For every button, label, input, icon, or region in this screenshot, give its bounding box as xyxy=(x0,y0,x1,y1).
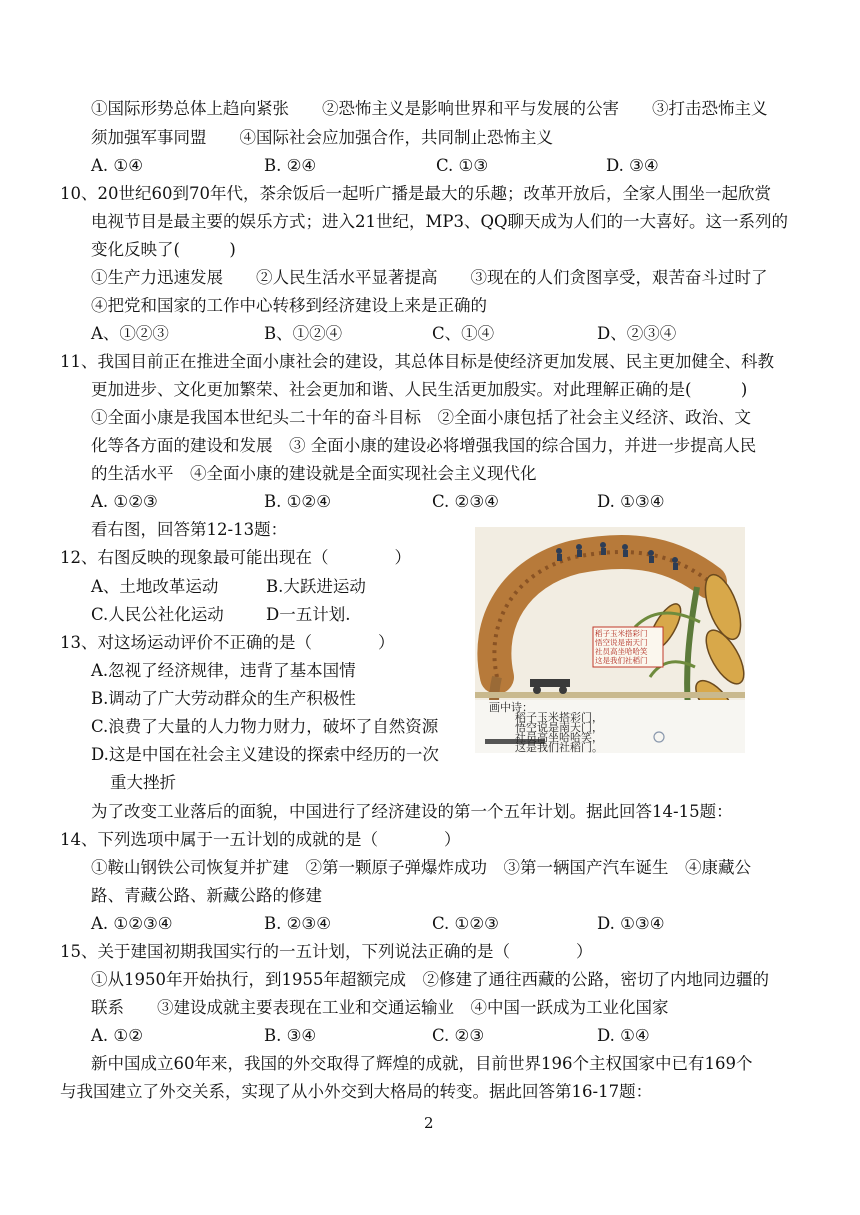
q10-choice-b: B、①②④ xyxy=(264,324,343,343)
q11-choice-c: C. ②③④ xyxy=(432,492,499,511)
q13-stem: 13、对这场运动评价不正确的是（ ） xyxy=(60,633,395,652)
q11-stem-line2: 更加进步、文化更加繁荣、社会更加和谐、人民生活更加殷实。对此理解正确的是( ) xyxy=(91,380,748,399)
q14-stem: 14、下列选项中属于一五计划的成就的是（ ） xyxy=(60,830,461,849)
q12-option-a: A、土地改革运动 xyxy=(91,577,219,596)
q10-choice-c: C、①④ xyxy=(432,324,495,343)
q11-stem-line1: 11、我国目前正在推进全面小康社会的建设，其总体目标是使经济更加发展、民主更加健全、科教 xyxy=(60,352,774,371)
poem-caption-line-3: 社员高坐哈哈笑， xyxy=(515,731,603,744)
q13-option-a: A.忽视了经济规律，违背了基本国情 xyxy=(91,661,356,680)
q11-choice-a: A. ①②③ xyxy=(91,492,158,511)
page-number: 2 xyxy=(424,1114,434,1132)
q12-option-b: B.大跃进运动 xyxy=(266,577,366,596)
intro-16-17-line2: 与我国建立了外交关系，实现了从小外交到大格局的转变。据此回答第16-17题： xyxy=(60,1082,653,1101)
q14-options-line2: 路、青藏公路、新藏公路的修建 xyxy=(91,886,322,905)
intro-12-13: 看右图，回答第12-13题： xyxy=(91,520,288,539)
q14-choice-b: B. ②③④ xyxy=(264,914,331,933)
q11-choice-b: B. ①②④ xyxy=(264,492,331,511)
q9-options-line2: 须加强军事同盟 ④国际社会应加强合作，共同制止恐怖主义 xyxy=(91,128,553,147)
intro-16-17-line1: 新中国成立60年来，我国的外交取得了辉煌的成就，目前世界196个主权国家中已有169个 xyxy=(91,1054,753,1073)
q15-choice-c: C. ②③ xyxy=(432,1026,485,1045)
q13-option-b: B.调动了广大劳动群众的生产积极性 xyxy=(91,689,356,708)
q9-choice-d: D. ③④ xyxy=(606,156,659,175)
poem-caption-line-4: 这是我们社稻门。 xyxy=(515,741,603,754)
poem-caption-line-1: 稻子玉米搭彩门， xyxy=(515,711,603,724)
q14-choice-c: C. ①②③ xyxy=(432,914,499,933)
q15-choice-a: A. ①② xyxy=(91,1026,143,1045)
q10-options-line1: ①生产力迅速发展 ②人民生活水平显著提高 ③现在的人们贪图享受，艰苦奋斗过时了 xyxy=(91,268,768,287)
q11-options-line2: 化等各方面的建设和发展 ③ 全面小康的建设必将增强我国的综合国力，并进一步提高人民 xyxy=(91,436,757,455)
q15-stem: 15、关于建国初期我国实行的一五计划，下列说法正确的是（ ） xyxy=(60,942,593,961)
q13-option-d-line2: 重大挫折 xyxy=(110,773,176,792)
q9-choice-b: B. ②④ xyxy=(264,156,317,175)
q14-choice-a: A. ①②③④ xyxy=(91,914,173,933)
q15-choice-b: B. ③④ xyxy=(264,1026,317,1045)
poem-caption-title: 画中诗： xyxy=(489,701,533,714)
q10-stem-line2: 电视节目是最主要的娱乐方式；进入21世纪，MP3、QQ聊天成为人们的一大喜好。这一系列的 xyxy=(91,212,789,231)
q12-option-d: D一五计划. xyxy=(266,605,351,624)
q14-options-line1: ①鞍山钢铁公司恢复并扩建 ②第一颗原子弹爆炸成功 ③第一辆国产汽车诞生 ④康藏公 xyxy=(91,858,751,877)
q9-choice-c: C. ①③ xyxy=(436,156,489,175)
banner-line-2: 悟空说是南天门 xyxy=(595,638,648,647)
q9-options-line1: ①国际形势总体上趋向紧张 ②恐怖主义是影响世界和平与发展的公害 ③打击恐怖主义 xyxy=(91,99,768,118)
q13-option-c: C.浪费了大量的人力物力财力，破坏了自然资源 xyxy=(91,717,439,736)
q15-options-line1: ①从1950年开始执行，到1955年超额完成 ②修建了通往西藏的公路，密切了内地同边疆的 xyxy=(91,970,769,989)
q14-choice-d: D. ①③④ xyxy=(597,914,665,933)
q10-options-line2: ④把党和国家的工作中心转移到经济建设上来是正确的 xyxy=(91,296,487,315)
banner-line-4: 这是我们社稻门 xyxy=(595,656,648,665)
q10-stem-line1: 10、20世纪60到70年代，茶余饭后一起听广播是最大的乐趣；改革开放后，全家人围坐一起欣赏 xyxy=(60,184,771,203)
q12-stem: 12、右图反映的现象最可能出现在（ ） xyxy=(60,548,411,567)
intro-14-15: 为了改变工业落后的面貌，中国进行了经济建设的第一个五年计划。据此回答14-15题： xyxy=(91,802,733,821)
banner-line-3: 社员高坐哈哈笑 xyxy=(595,647,648,656)
q11-options-line3: 的生活水平 ④全面小康的建设就是全面实现社会主义现代化 xyxy=(91,464,537,483)
banner-line-1: 稻子玉米搭彩门 xyxy=(595,629,648,638)
q10-stem-line3: 变化反映了( ) xyxy=(91,240,236,259)
q10-choice-a: A、①②③ xyxy=(91,324,169,343)
q12-option-c: C.人民公社化运动 xyxy=(91,605,224,624)
poem-caption-line-2: 悟空说是南天门， xyxy=(515,721,603,734)
q11-choice-d: D. ①③④ xyxy=(597,492,665,511)
q10-choice-d: D、②③④ xyxy=(597,324,677,343)
q13-option-d-line1: D.这是中国在社会主义建设的探索中经历的一次 xyxy=(91,745,439,764)
q9-choice-a: A. ①④ xyxy=(91,156,143,175)
propaganda-illustration xyxy=(475,527,745,753)
q15-choice-d: D. ①④ xyxy=(597,1026,650,1045)
q11-options-line1: ①全面小康是我国本世纪头二十年的奋斗目标 ②全面小康包括了社会主义经济、政治、文 xyxy=(91,408,751,427)
q15-options-line2: 联系 ③建设成就主要表现在工业和交通运输业 ④中国一跃成为工业化国家 xyxy=(91,998,669,1017)
